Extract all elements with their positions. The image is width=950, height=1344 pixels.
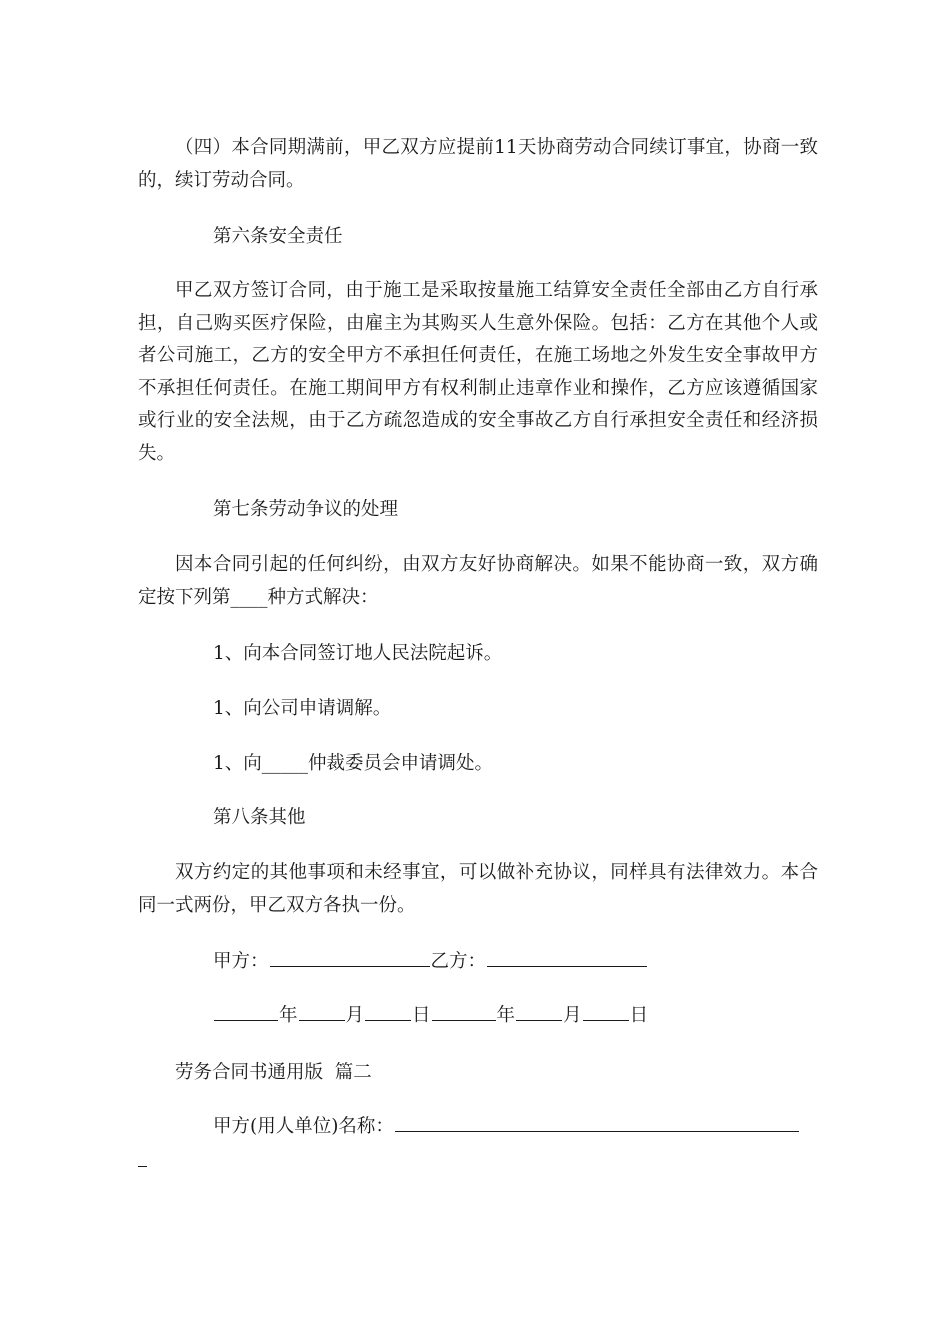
article-8-body: 双方约定的其他事项和未经事宜，可以做补充协议，同样具有法律效力。本合同一式两份，甲乙双方各执一份。: [138, 862, 818, 916]
dispute-option-court: 1、向本合同签订地人民法院起诉。: [213, 643, 503, 664]
clause-4-extension: （四）本合同期满前，甲乙双方应提前11天协商劳动合同续订事宜，协商一致的，续订劳动合同。: [138, 137, 818, 191]
section-2-heading: 劳务合同书通用版 篇二: [175, 1062, 372, 1083]
employer-name-line: [213, 1111, 800, 1143]
article-6-body: 甲乙双方签订合同，由于施工是采取按量施工结算安全责任全部由乙方自行承担，自己购买医疗保险，由雇主为其购买人生意外保险。包括：乙方在其他个人或者公司施工，乙方的安全甲方不承担任何责任，在施工场地之外发生安全事故甲方不承担任何责任。在施工期间甲方有权利制止违章作业和操作，乙方应该遵循国家或行业的安全法规，由于乙方疏忽造成的安全事故乙方自行承担安全责任和经济损失。: [138, 280, 818, 464]
article-7-body: 因本合同引起的任何纠纷，由双方友好协商解决。如果不能协商一致，双方确定按下列第____种方式解决：: [138, 554, 818, 608]
article-8-title: 第八条其他: [213, 807, 306, 828]
party-a-label: 甲方：: [213, 951, 269, 972]
day-label: 日: [629, 1005, 649, 1026]
employer-name-label: 甲方(用人单位)名称：: [213, 1116, 394, 1137]
article-6-title: 第六条安全责任: [213, 226, 343, 247]
party-a-signature-blank[interactable]: [270, 948, 430, 967]
month-label: 月: [563, 1005, 582, 1026]
month-label: 月: [345, 1005, 365, 1026]
year-label: 年: [279, 1005, 298, 1026]
continuation-underline: [138, 1166, 147, 1167]
employer-name-blank[interactable]: [395, 1113, 799, 1132]
signature-line: [213, 946, 648, 978]
dispute-option-mediation: 1、向公司申请调解。: [213, 698, 392, 719]
party-b-signature-blank[interactable]: [487, 948, 647, 967]
party-a-day-blank[interactable]: [365, 1002, 411, 1021]
party-b-month-blank[interactable]: [516, 1002, 562, 1021]
year-label: 年: [496, 1005, 516, 1026]
date-line: [213, 1000, 648, 1032]
day-label: 日: [412, 1005, 431, 1026]
party-a-year-blank[interactable]: [214, 1002, 278, 1021]
party-b-day-blank[interactable]: [583, 1002, 629, 1021]
party-b-year-blank[interactable]: [432, 1002, 496, 1021]
party-a-month-blank[interactable]: [299, 1002, 345, 1021]
party-b-label: 乙方：: [430, 951, 487, 972]
dispute-option-arbitration: 1、向_____仲裁委员会申请调处。: [213, 753, 494, 774]
article-7-title: 第七条劳动争议的处理: [213, 499, 399, 520]
